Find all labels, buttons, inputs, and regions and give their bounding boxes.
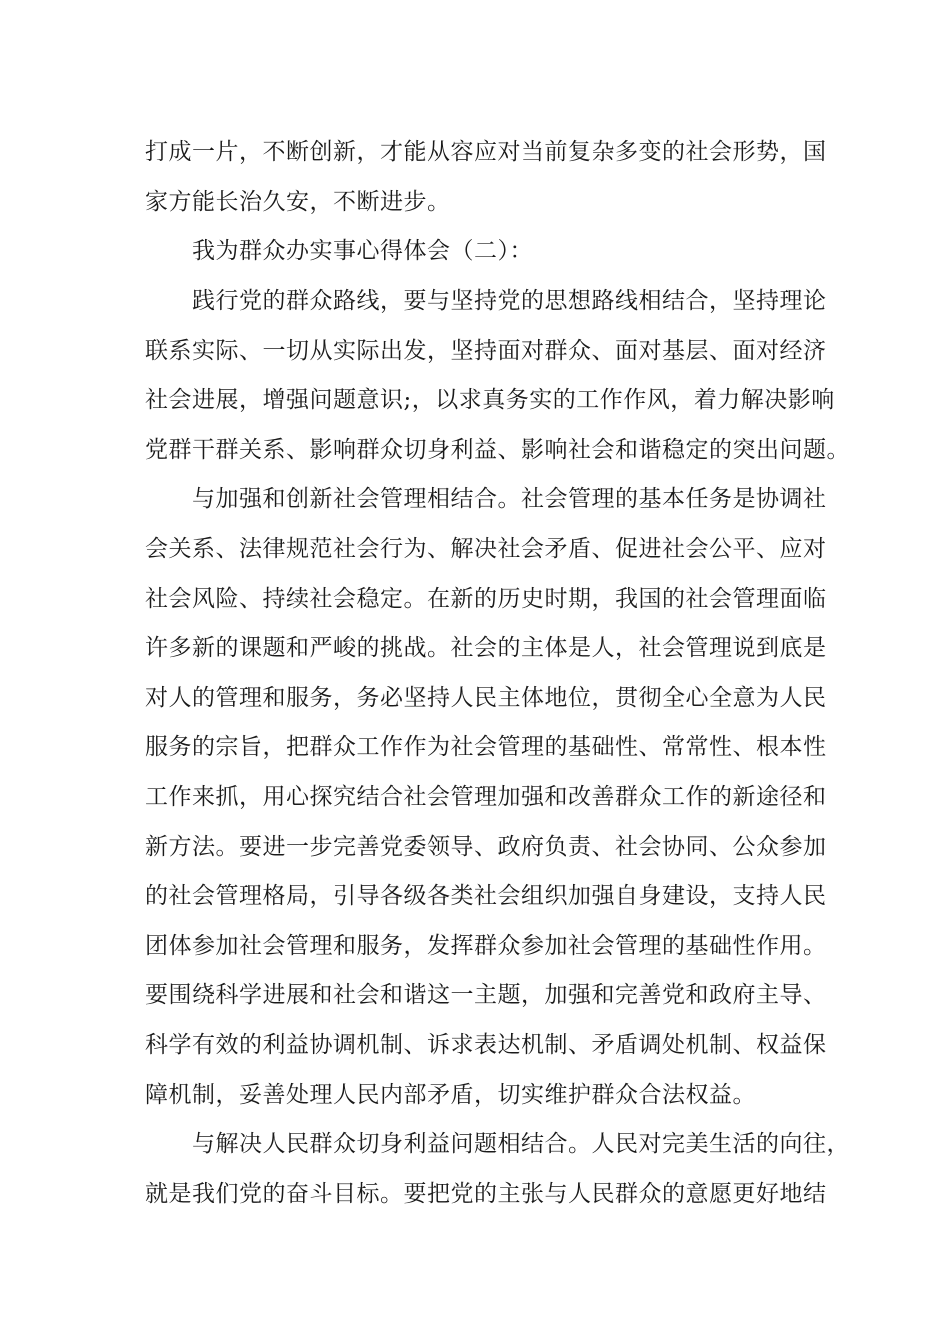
- body-text-line: 就是我们党的奋斗目标。要把党的主张与人民群众的意愿更好地结: [145, 1181, 827, 1207]
- body-text-line: 的社会管理格局，引导各级各类社会组织加强自身建设，支持人民: [145, 883, 827, 909]
- body-text-line: 党群干群关系、影响群众切身利益、影响社会和谐稳定的突出问题。: [145, 437, 850, 463]
- body-text-line: 科学有效的利益协调机制、诉求表达机制、矛盾调处机制、权益保: [145, 1032, 827, 1058]
- body-text-line: 团体参加社会管理和服务，发挥群众参加社会管理的基础性作用。: [145, 933, 827, 959]
- body-text-line: 践行党的群众路线，要与坚持党的思想路线相结合，坚持理论: [192, 288, 827, 314]
- body-text-line: 会关系、法律规范社会行为、解决社会矛盾、促进社会公平、应对: [145, 536, 827, 562]
- body-text-line: 要围绕科学进展和社会和谐这一主题，加强和完善党和政府主导、: [145, 982, 827, 1008]
- body-text-line: 工作来抓，用心探究结合社会管理加强和改善群众工作的新途径和: [145, 784, 827, 810]
- body-text-line: 打成一片，不断创新，才能从容应对当前复杂多变的社会形势，国: [145, 139, 827, 165]
- body-text-line: 联系实际、一切从实际出发，坚持面对群众、面对基层、面对经济: [145, 338, 827, 364]
- body-text-line: 社会进展，增强问题意识;，以求真务实的工作作风，着力解决影响: [145, 387, 835, 413]
- body-text-line: 新方法。要进一步完善党委领导、政府负责、社会协同、公众参加: [145, 834, 827, 860]
- body-text-line: 家方能长治久安，不断进步。: [145, 189, 451, 215]
- body-text-line: 服务的宗旨，把群众工作作为社会管理的基础性、常常性、根本性: [145, 734, 827, 760]
- body-text-line: 与加强和创新社会管理相结合。社会管理的基本任务是协调社: [192, 486, 827, 512]
- body-text-line: 障机制，妥善处理人民内部矛盾，切实维护群众合法权益。: [145, 1082, 756, 1108]
- body-text-line: 社会风险、持续社会稳定。在新的历史时期，我国的社会管理面临: [145, 586, 827, 612]
- body-text-line: 许多新的课题和严峻的挑战。社会的主体是人，社会管理说到底是: [145, 635, 827, 661]
- section-heading: 我为群众办实事心得体会（二）：: [192, 238, 533, 264]
- body-text-line: 对人的管理和服务，务必坚持人民主体地位，贯彻全心全意为人民: [145, 685, 827, 711]
- body-text-line: 与解决人民群众切身利益问题相结合。人民对完美生活的向往，: [192, 1131, 850, 1157]
